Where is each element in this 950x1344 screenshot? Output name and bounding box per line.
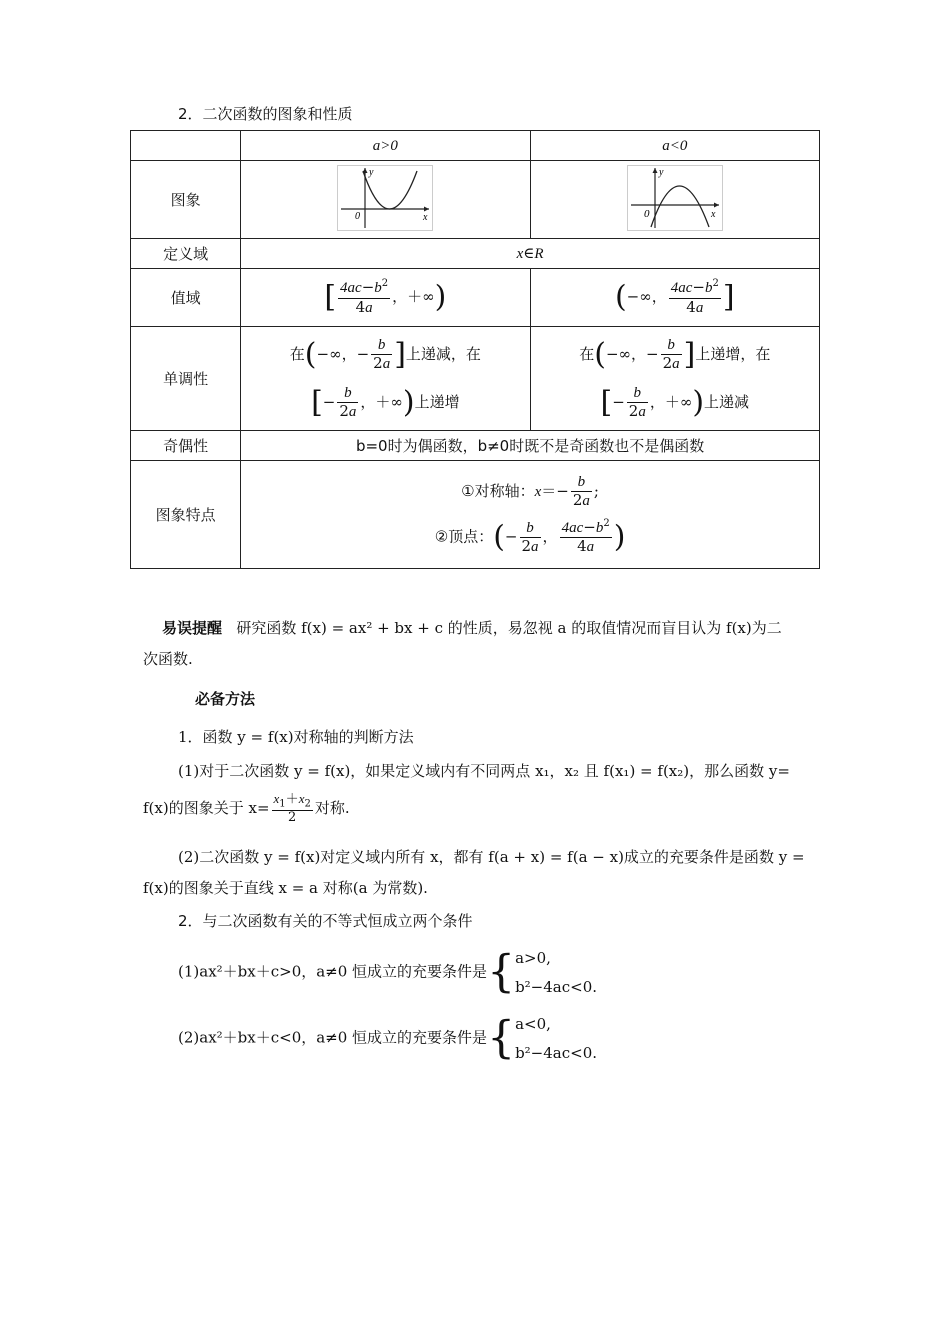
svg-text:x: x <box>423 211 428 223</box>
parity-value-cell: b=0时为偶函数，b≠0时既不是奇函数也不是偶函数 <box>241 431 820 461</box>
upward-parabola-graph <box>337 165 433 231</box>
svg-text:x: x <box>710 208 716 220</box>
range-a-positive: [ $\frac{4ac-b^2}{4a}$ ，＋∞) <box>241 269 530 327</box>
svg-text:y: y <box>369 166 374 178</box>
graph-downward-parabola-cell <box>530 161 819 239</box>
method-2-condition-1: (1)ax²＋bx＋c>0，a≠0 恒成立的充要条件是{ a>0, b²−4ac<0. <box>178 946 598 998</box>
method-1-para-1-line-1: (1)对于二次函数 y = f(x)，如果定义域内有不同两点 x₁，x₂ 且 f(x₁) = f(x₂)，那么函数 y= <box>178 762 790 780</box>
row-label-domain: 定义域 <box>131 239 241 269</box>
monotonicity-a-negative: 在(−∞，− $\frac{b}{2a}$ ]上递增，在 [− $\frac{b}{2a}$ ，＋∞)上递减 <box>530 327 819 431</box>
header-a-positive: a>0 <box>241 131 530 161</box>
row-label-features: 图象特点 <box>131 461 241 569</box>
svg-text:y: y <box>658 166 664 178</box>
methods-title: 必备方法 <box>195 690 256 708</box>
domain-value-cell: x∈R <box>241 239 820 269</box>
range-a-negative: (−∞， $\frac{4ac-b^2}{4a}$ ] <box>530 269 819 327</box>
method-2-title: 2．与二次函数有关的不等式恒成立两个条件 <box>178 912 473 930</box>
quadratic-properties-table <box>130 130 820 569</box>
tip-text: 研究函数 f(x) = ax² + bx + c 的性质，易忽视 a 的取值情况而盲目认为 f(x)为二 <box>236 619 782 637</box>
row-label-parity: 奇偶性 <box>131 431 241 461</box>
method-1-title: 1．函数 y = f(x)对称轴的判断方法 <box>178 728 414 746</box>
section-title: 2．二次函数的图象和性质 <box>178 105 353 123</box>
method-1-para-2-line-1: (2)二次函数 y = f(x)对定义域内所有 x，都有 f(a + x) = f(a − x)成立的充要条件是函数 y = <box>178 848 805 866</box>
row-label-monotonicity: 单调性 <box>131 327 241 431</box>
graph-upward-parabola-cell <box>241 161 530 239</box>
tip-line-2: 次函数. <box>143 650 193 668</box>
svg-text:0: 0 <box>355 210 361 222</box>
monotonicity-a-positive: 在(−∞，− $\frac{b}{2a}$ ]上递减，在 [− $\frac{b}{2a}$ ，＋∞)上递增 <box>241 327 530 431</box>
method-2-condition-2: (2)ax²＋bx＋c<0，a≠0 恒成立的充要条件是{ a<0, b²−4ac<0. <box>178 1012 598 1064</box>
method-1-para-1-line-2: f(x)的图象关于 x= $\frac{x_1+x_2}{2}$ 对称. <box>143 791 350 826</box>
features-cell: ①对称轴：x＝− $\frac{b}{2a}$ ; ②顶点：(− $\frac{b}{2a}$ ， $\frac{4ac-b^2}{4a}$ ) <box>241 461 820 569</box>
tip-label: 易误提醒 <box>162 619 223 637</box>
row-label-range: 值域 <box>131 269 241 327</box>
header-a-negative: a<0 <box>530 131 819 161</box>
header-blank-cell <box>131 131 241 161</box>
downward-parabola-graph <box>627 165 723 231</box>
svg-text:0: 0 <box>643 207 650 220</box>
row-label-graph: 图象 <box>131 161 241 239</box>
tip-line-1 <box>162 617 782 638</box>
method-1-para-2-line-2: f(x)的图象关于直线 x = a 对称(a 为常数). <box>143 879 428 897</box>
